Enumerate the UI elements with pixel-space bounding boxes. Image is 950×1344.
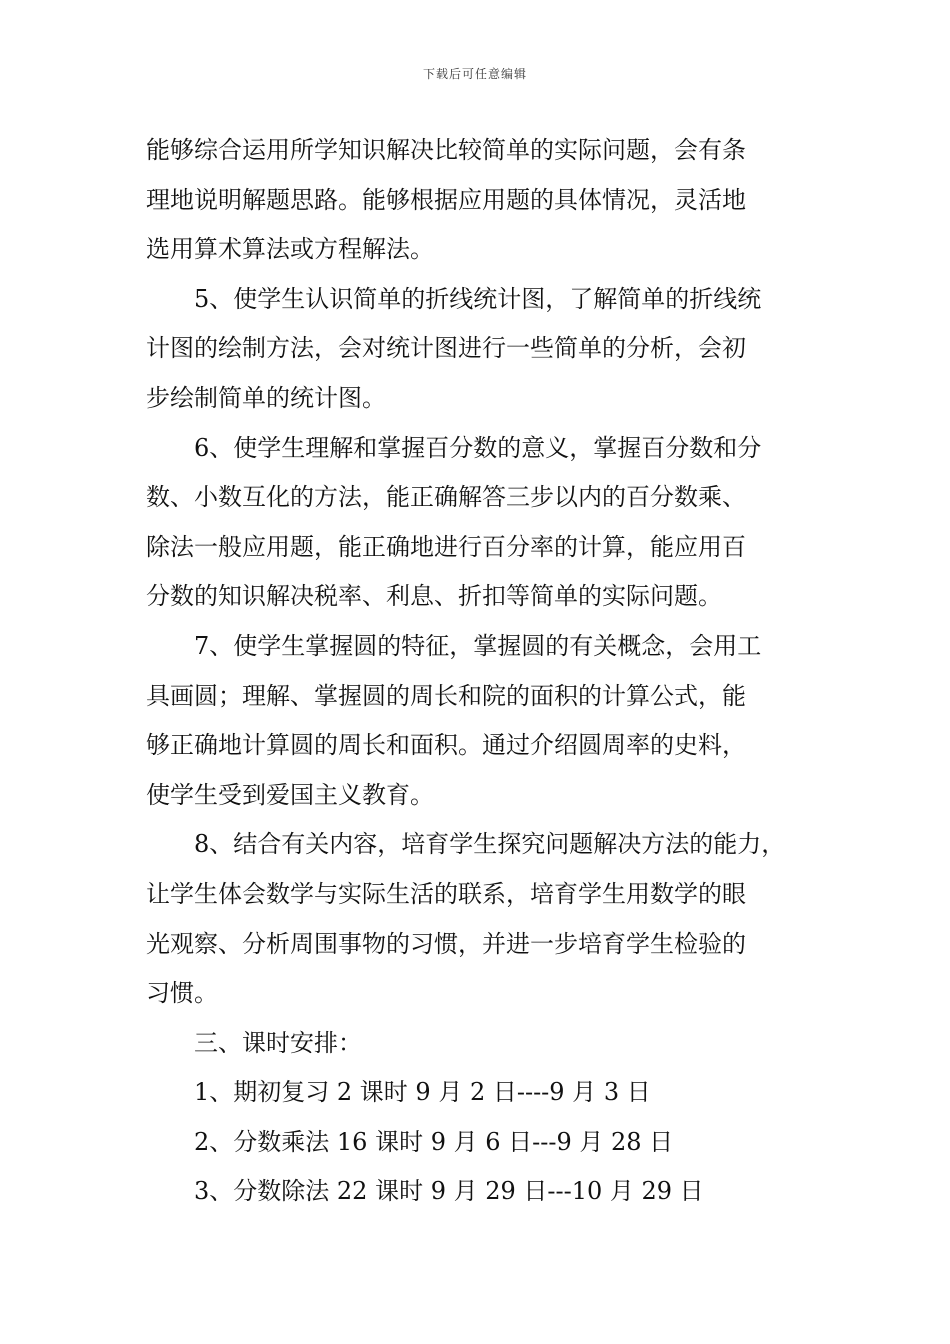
schedule-item-text: 2、分数乘法 16 课时 9 月 6 日---9 月 28 日: [194, 1127, 674, 1156]
section-heading-schedule: [146, 1019, 811, 1069]
document-body: [146, 126, 811, 1217]
paragraph-objectives-continued: [146, 126, 811, 275]
text-line: 光观察、分析周围事物的习惯，并进一步培育学生检验的: [146, 929, 746, 958]
text-line: 分数的知识解决税率、利息、折扣等简单的实际问题。: [146, 582, 722, 611]
text-line: 6、使学生理解和掌握百分数的意义，掌握百分数和分: [194, 433, 762, 462]
text-line: 理地说明解题思路。能够根据应用题的具体情况，灵活地: [146, 185, 746, 214]
text-line: 能够综合运用所学知识解决比较简单的实际问题，会有条: [146, 136, 746, 164]
text-line: 使学生受到爱国主义教育。: [146, 780, 434, 809]
schedule-item-1: [146, 1068, 811, 1118]
text-line: 让学生体会数学与实际生活的联系，培育学生用数学的眼: [146, 879, 746, 908]
section-title: 三、课时安排：: [194, 1028, 362, 1057]
text-line: 计图的绘制方法，会对统计图进行一些简单的分析，会初: [146, 334, 746, 363]
text-line: 8、结合有关内容，培育学生探究问题解决方法的能力，: [194, 830, 786, 859]
schedule-item-text: 3、分数除法 22 课时 9 月 29 日---10 月 29 日: [194, 1177, 704, 1206]
text-line: 具画圆；理解、掌握圆的周长和院的面积的计算公式，能: [146, 681, 746, 710]
text-line: 7、使学生掌握圆的特征，掌握圆的有关概念，会用工: [194, 631, 762, 660]
page-header-note: 下载后可任意编辑: [422, 67, 527, 81]
schedule-item-3: [146, 1167, 811, 1217]
schedule-item-text: 1、期初复习 2 课时 9 月 2 日----9 月 3 日: [194, 1078, 651, 1107]
paragraph-objective-6: [146, 424, 811, 622]
text-line: 习惯。: [146, 979, 218, 1008]
text-line: 够正确地计算圆的周长和面积。通过介绍圆周率的史料，: [146, 731, 746, 760]
text-line: 步绘制简单的统计图。: [146, 383, 386, 412]
text-line: 除法一般应用题，能正确地进行百分率的计算，能应用百: [146, 532, 746, 561]
schedule-item-2: [146, 1118, 811, 1168]
paragraph-objective-8: [146, 820, 811, 1018]
text-line: 5、使学生认识简单的折线统计图，了解简单的折线统: [194, 284, 762, 313]
text-line: 选用算术算法或方程解法。: [146, 235, 434, 264]
paragraph-objective-5: [146, 275, 811, 424]
paragraph-objective-7: [146, 622, 811, 820]
text-line: 数、小数互化的方法，能正确解答三步以内的百分数乘、: [146, 483, 746, 512]
